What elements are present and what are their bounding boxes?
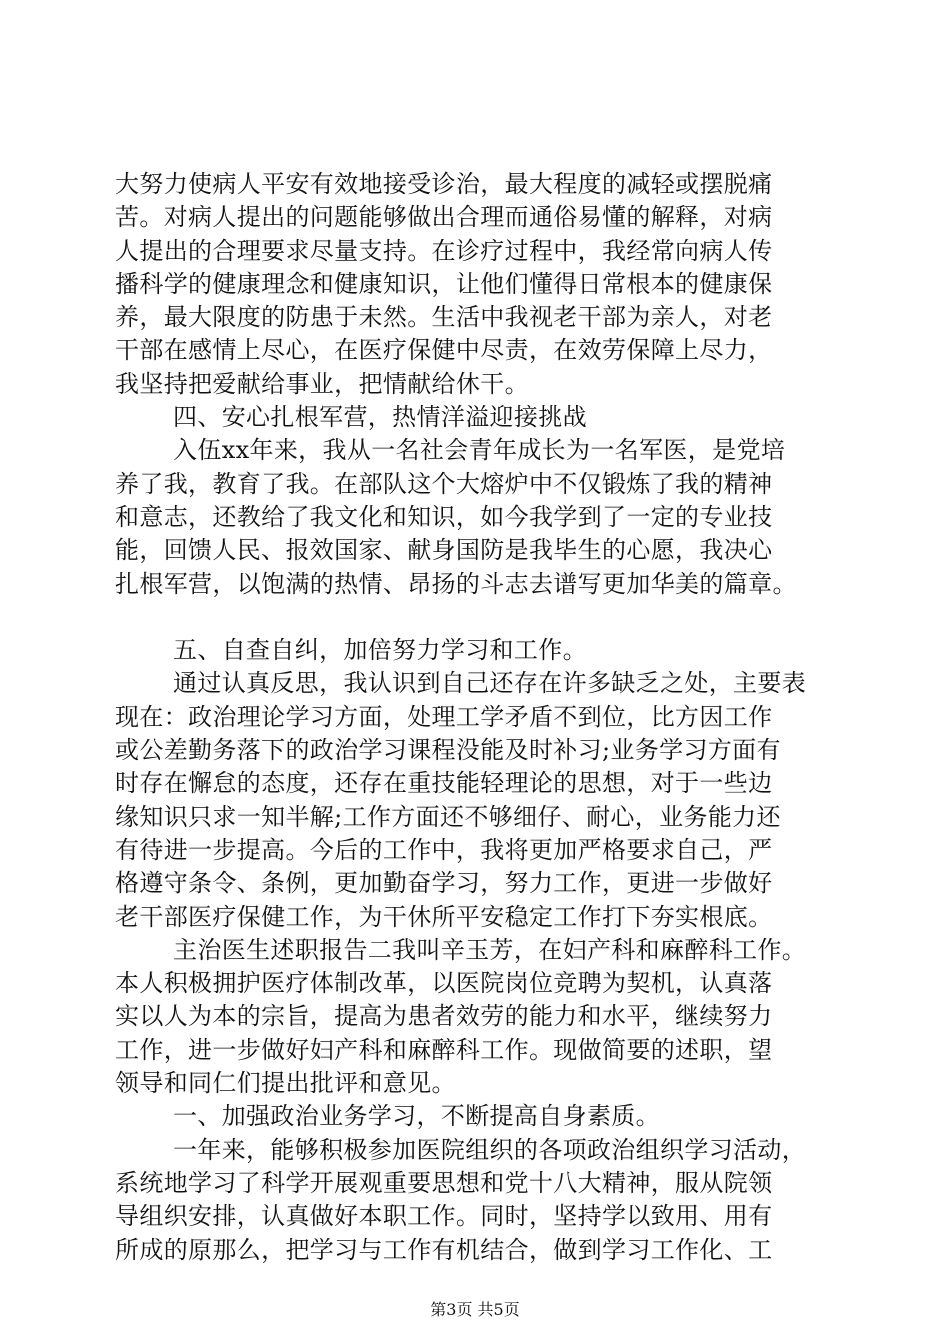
text-line: 干部在感情上尽心，在医疗保健中尽责，在效劳保障上尽力， <box>115 336 773 365</box>
paragraph-start: 一年来，能够积极参加医院组织的各项政治组织学习活动， <box>173 1135 807 1164</box>
section-heading: 一、加强政治业务学习，不断提高自身素质。 <box>173 1102 660 1131</box>
text-line: 我坚持把爱献给事业，把情献给休干。 <box>115 369 529 398</box>
text-line: 缘知识只求一知半解;工作方面还不够细仔、耐心，业务能力还 <box>115 802 781 831</box>
text-line: 格遵守条令、条例，更加勤奋学习，努力工作，更进一步做好 <box>115 869 773 898</box>
text-line: 时存在懈怠的态度，还存在重技能轻理论的思想，对于一些边 <box>115 769 773 798</box>
text-line: 养，最大限度的防患于未然。生活中我视老干部为亲人，对老 <box>115 303 773 332</box>
paragraph-start: 主治医生述职报告二我叫辛玉芳，在妇产科和麻醉科工作。 <box>173 935 807 964</box>
text-line: 播科学的健康理念和健康知识，让他们懂得日常根本的健康保 <box>115 269 773 298</box>
text-line: 有待进一步提高。今后的工作中，我将更加严格要求自己，严 <box>115 835 773 864</box>
text-line: 现在：政治理论学习方面，处理工学矛盾不到位，比方因工作 <box>115 702 773 731</box>
section-heading: 五、自查自纠，加倍努力学习和工作。 <box>173 636 587 665</box>
text-line: 工作，进一步做好妇产科和麻醉科工作。现做简要的述职，望 <box>115 1035 773 1064</box>
text-line: 能，回馈人民、报效国家、献身国防是我毕生的心愿，我决心 <box>115 536 773 565</box>
text-line: 人提出的合理要求尽量支持。在诊疗过程中，我经常向病人传 <box>115 236 773 265</box>
text-line: 系统地学习了科学开展观重要思想和党十八大精神，服从院领 <box>115 1168 773 1197</box>
paragraph-start: 通过认真反思，我认识到自己还存在许多缺乏之处，主要表 <box>173 669 807 698</box>
text-line: 领导和同仁们提出批评和意见。 <box>115 1069 456 1098</box>
blank-line <box>115 601 850 634</box>
text-line: 大努力使病人平安有效地接受诊治，最大程度的减轻或摆脱痛 <box>115 170 773 198</box>
text-line: 或公差勤务落下的政治学习课程没能及时补习;业务学习方面有 <box>115 736 781 765</box>
text-line: 实以人为本的宗旨，提高为患者效劳的能力和水平，继续努力 <box>115 1002 773 1031</box>
page-number-footer: 第3页 共5页 <box>430 1300 520 1319</box>
text-line: 导组织安排，认真做好本职工作。同时，坚持学以致用、用有 <box>115 1202 773 1231</box>
text-line: 所成的原那么，把学习与工作有机结合，做到学习工作化、工 <box>115 1235 773 1264</box>
text-line: 和意志，还教给了我文化和知识，如今我学到了一定的专业技 <box>115 502 773 531</box>
section-heading: 四、安心扎根军营，热情洋溢迎接挑战 <box>173 403 587 432</box>
text-line: 扎根军营，以饱满的热情、昂扬的斗志去谱写更加华美的篇章。 <box>115 569 797 598</box>
paragraph-start: 入伍xx年来，我从一名社会青年成长为一名军医，是党培 <box>173 436 786 465</box>
text-line: 本人积极拥护医疗体制改革，以医院岗位竞聘为契机，认真落 <box>115 969 773 998</box>
text-line: 老干部医疗保健工作，为干休所平安稳定工作打下夯实根底。 <box>115 902 773 931</box>
text-line: 养了我，教育了我。在部队这个大熔炉中不仅锻炼了我的精神 <box>115 469 773 498</box>
text-line: 苦。对病人提出的问题能够做出合理而通俗易懂的解释，对病 <box>115 203 773 232</box>
document-body <box>115 168 850 1267</box>
